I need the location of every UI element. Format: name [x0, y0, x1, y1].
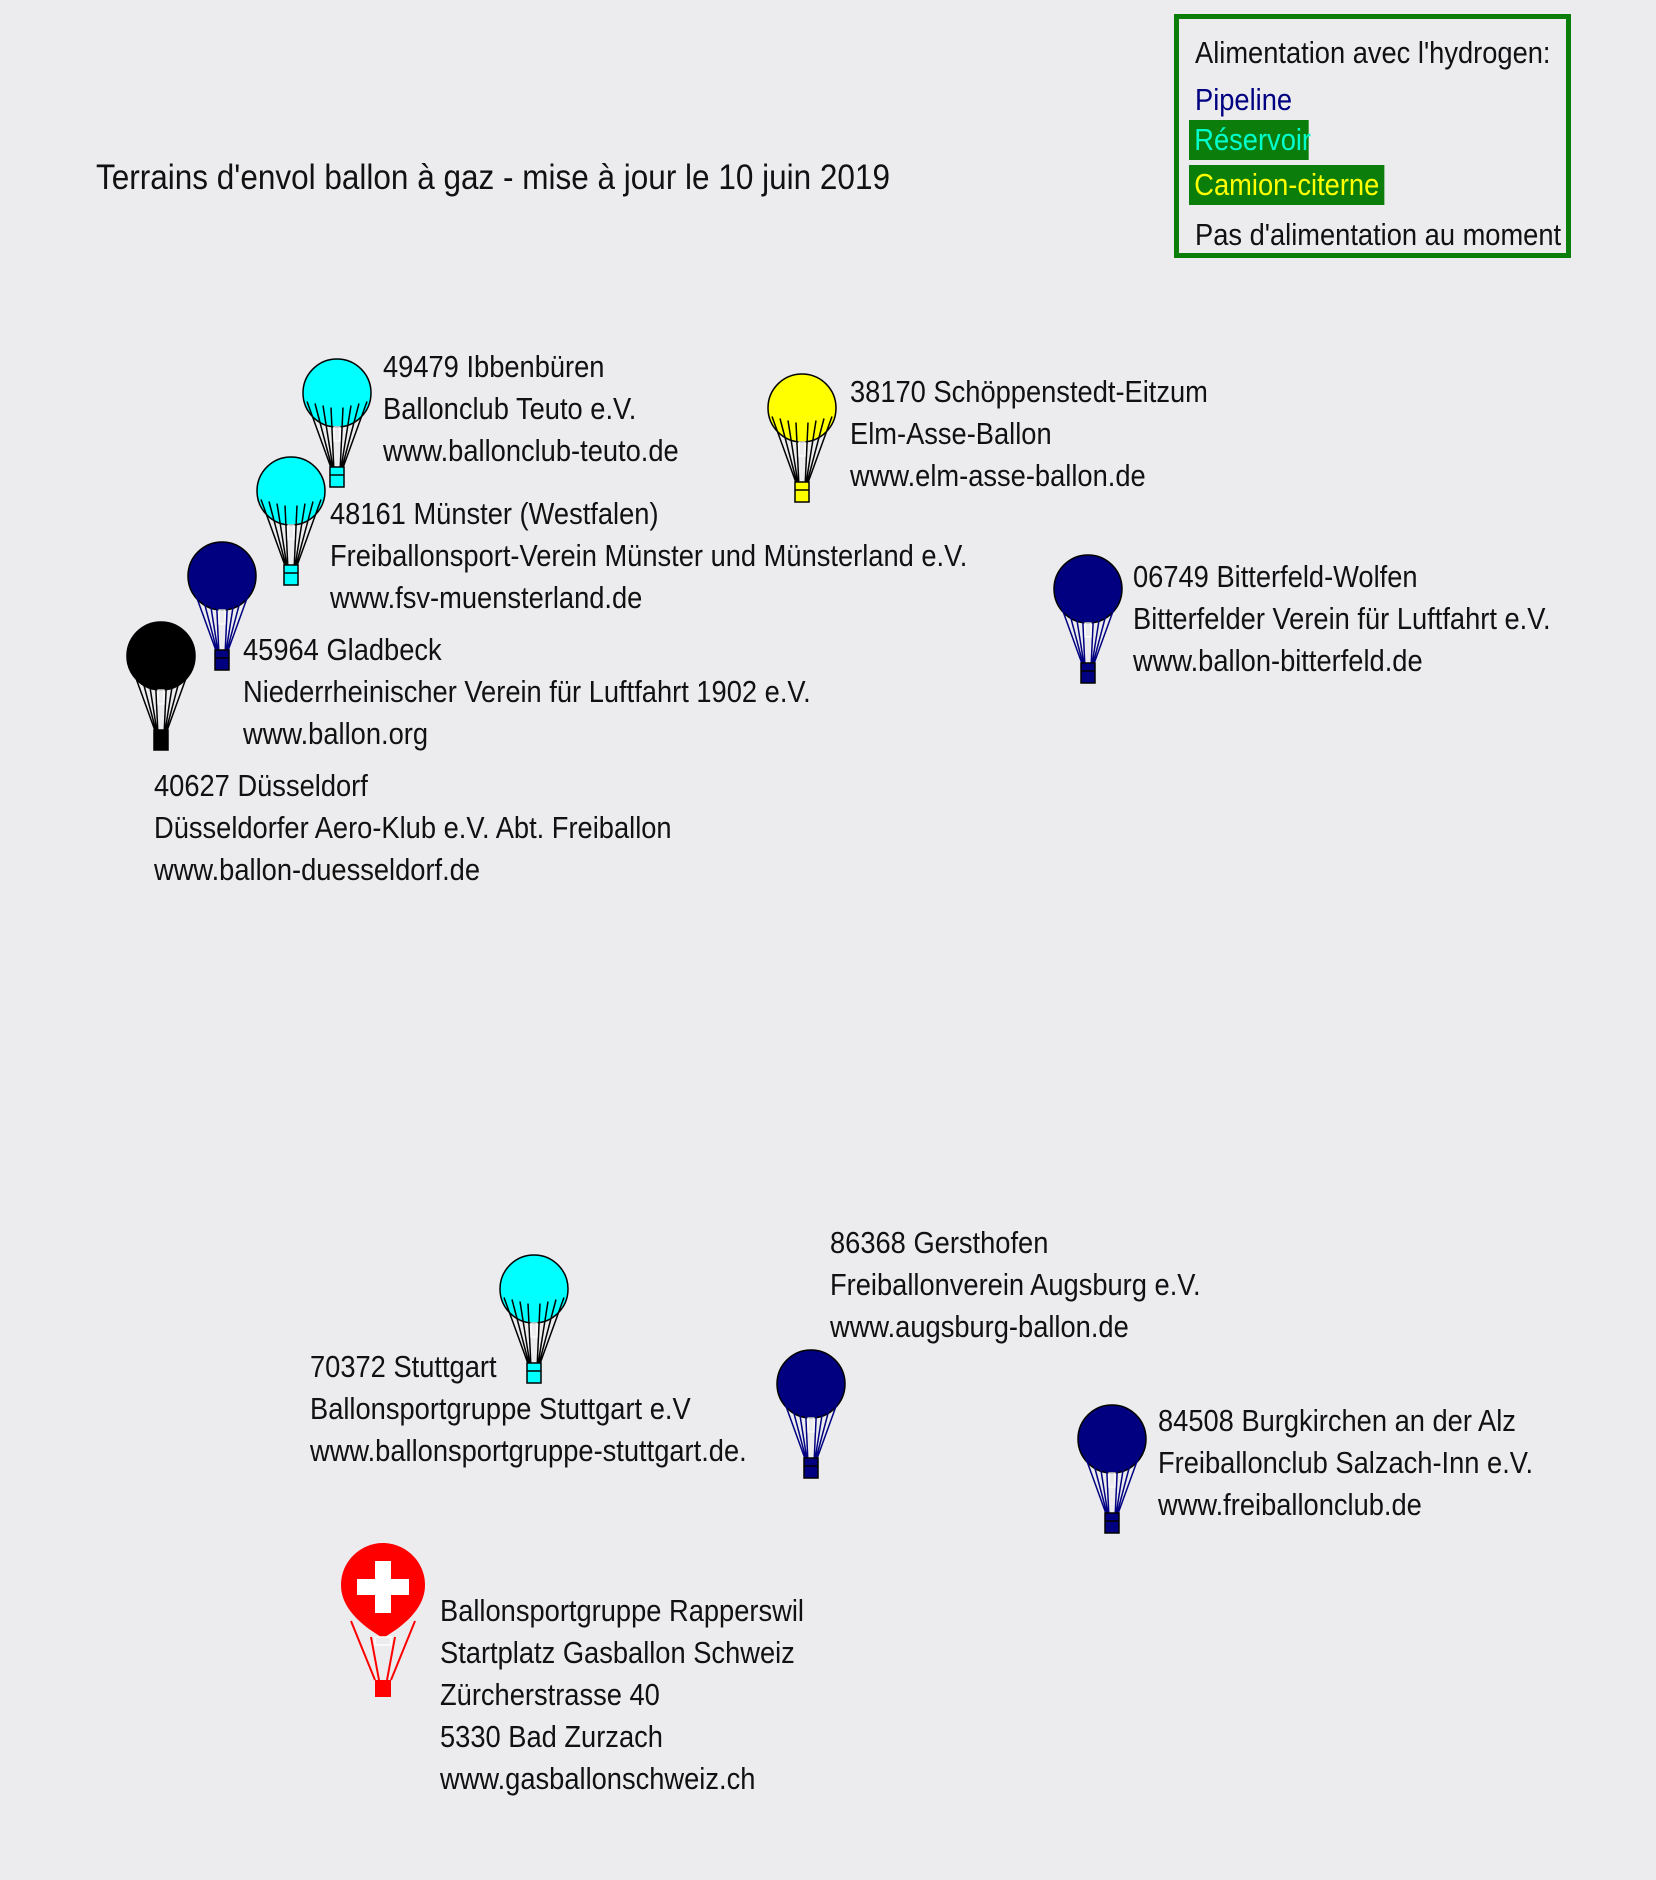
site-postcode-city: 45964 Gladbeck — [243, 632, 442, 667]
site-club: Niederrheinischer Verein für Luftfahrt 1902 e.V. — [243, 674, 811, 709]
site-website: www.ballon.org — [243, 716, 428, 751]
site-website: www.ballon-bitterfeld.de — [1133, 643, 1423, 678]
site-label-burgkirchen — [1158, 1400, 1533, 1526]
balloon-icon-schoeppenstedt — [766, 372, 838, 504]
site-label-muenster — [330, 493, 967, 619]
site-postcode-city: 86368 Gersthofen — [830, 1225, 1049, 1260]
site-label-bad-zurzach — [440, 1590, 804, 1800]
site-label-stuttgart — [310, 1346, 747, 1472]
legend-item-no-supply: Pas d'alimentation au moment — [1195, 217, 1562, 252]
map-title: Terrains d'envol ballon à gaz - mise à jour le 10 juin 2019 — [96, 158, 890, 197]
site-postcode-city: 49479 Ibbenbüren — [383, 349, 605, 384]
site-website: www.ballon-duesseldorf.de — [154, 852, 481, 887]
site-club: Ballonsportgruppe Rapperswil — [440, 1593, 804, 1628]
site-club: Ballonsportgruppe Stuttgart e.V — [310, 1391, 691, 1426]
balloon-icon-burgkirchen — [1076, 1403, 1148, 1535]
site-club: Freiballonverein Augsburg e.V. — [830, 1267, 1201, 1302]
balloon-basket — [1105, 1513, 1119, 1533]
site-description: Startplatz Gasballon Schweiz — [440, 1635, 795, 1670]
legend-item-pipeline: Pipeline — [1195, 82, 1293, 117]
legend-item-reservoir: Réservoir — [1189, 120, 1309, 160]
site-label-gersthofen — [830, 1222, 1201, 1348]
swiss-balloon-icon — [335, 1537, 431, 1699]
balloon-icon-bitterfeld — [1052, 553, 1124, 685]
legend-heading: Alimentation avec l'hydrogen: — [1195, 35, 1551, 70]
site-postcode-city: 5330 Bad Zurzach — [440, 1719, 663, 1754]
site-club: Freiballonsport-Verein Münster und Münsterland e.V. — [330, 538, 968, 573]
balloon-basket — [154, 730, 168, 750]
site-postcode-city: 70372 Stuttgart — [310, 1349, 497, 1384]
site-club: Freiballonclub Salzach-Inn e.V. — [1158, 1445, 1534, 1480]
site-label-bitterfeld — [1133, 556, 1551, 682]
site-postcode-city: 06749 Bitterfeld-Wolfen — [1133, 559, 1418, 594]
site-website: www.freiballonclub.de — [1158, 1487, 1422, 1522]
balloon-icon-duesseldorf — [125, 620, 197, 752]
site-website: www.elm-asse-ballon.de — [850, 458, 1146, 493]
balloon-basket — [1081, 663, 1095, 683]
site-postcode-city: 84508 Burgkirchen an der Alz — [1158, 1403, 1516, 1438]
balloon-icon-gersthofen — [775, 1348, 847, 1480]
legend — [1174, 14, 1571, 258]
site-website: www.fsv-muensterland.de — [330, 580, 643, 615]
site-club: Düsseldorfer Aero-Klub e.V. Abt. Freiballon — [154, 810, 672, 845]
site-label-ibbenbueren — [383, 346, 679, 472]
balloon-basket — [804, 1458, 818, 1478]
site-club: Bitterfelder Verein für Luftfahrt e.V. — [1133, 601, 1551, 636]
balloon-basket — [284, 565, 298, 585]
balloon-basket — [375, 1680, 391, 1697]
legend-item-camion-citerne: Camion-citerne — [1189, 165, 1385, 205]
site-postcode-city: 38170 Schöppenstedt-Eitzum — [850, 374, 1208, 409]
site-website: www.augsburg-ballon.de — [830, 1309, 1129, 1344]
site-website: www.ballonsportgruppe-stuttgart.de. — [310, 1433, 747, 1468]
balloon-icon-muenster — [255, 455, 327, 587]
site-street: Zürcherstrasse 40 — [440, 1677, 660, 1712]
site-postcode-city: 40627 Düsseldorf — [154, 768, 368, 803]
site-label-gladbeck — [243, 629, 811, 755]
balloon-basket — [215, 650, 229, 670]
site-label-schoeppenstedt — [850, 371, 1208, 497]
site-label-duesseldorf — [154, 765, 672, 891]
site-postcode-city: 48161 Münster (Westfalen) — [330, 496, 659, 531]
balloon-basket — [330, 467, 344, 487]
site-website: www.ballonclub-teuto.de — [383, 433, 679, 468]
site-website: www.gasballonschweiz.ch — [440, 1761, 756, 1796]
site-club: Ballonclub Teuto e.V. — [383, 391, 637, 426]
site-club: Elm-Asse-Ballon — [850, 416, 1052, 451]
